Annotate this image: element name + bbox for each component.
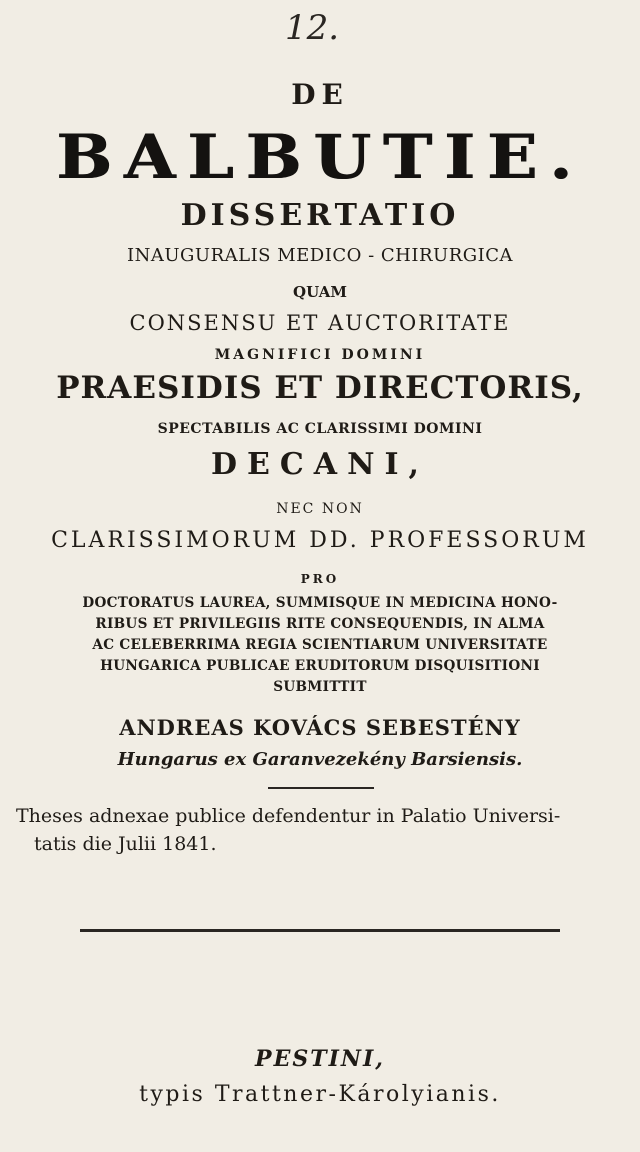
main-title: BALBUTIE.	[55, 121, 584, 193]
theses-line: tatis die Julii 1841.	[34, 833, 217, 855]
theses-notice	[16, 802, 616, 858]
title-preposition: DE	[291, 78, 349, 111]
pro-line: PRO	[300, 572, 340, 586]
dissertatio-heading: DISSERTATIO	[180, 198, 460, 233]
spectabilis-line: SPECTABILIS AC CLARISSIMI DOMINI	[157, 421, 483, 437]
inaugural-line: INAUGURALIS MEDICO - CHIRURGICA	[126, 245, 514, 266]
nec-non-line: NEC NON	[276, 501, 364, 517]
paragraph-line: HUNGARICA PUBLICAE ERUDITORUM DISQUISITIONI	[100, 658, 540, 674]
author-name: ANDREAS KOVÁCS SEBESTÉNY	[119, 715, 521, 740]
short-divider	[268, 787, 374, 789]
handwritten-mark: 12.	[285, 8, 340, 48]
theses-line: Theses adnexae publice defendentur in Palatio Universi-	[16, 805, 561, 827]
doctoratus-paragraph	[18, 593, 622, 698]
paragraph-line: AC CELEBERRIMA REGIA SCIENTIARUM UNIVERSITATE	[92, 637, 548, 653]
long-divider	[80, 929, 560, 932]
author-origin: Hungarus ex Garanvezekény Barsiensis.	[117, 749, 523, 770]
paragraph-line: SUBMITTIT	[273, 679, 367, 695]
imprint-printer: typis Trattner-Károlyianis.	[139, 1082, 501, 1107]
paragraph-line: DOCTORATUS LAUREA, SUMMISQUE IN MEDICINA HONO-	[82, 595, 558, 611]
decani-line: DECANI,	[211, 447, 429, 482]
consensu-line: CONSENSU ET AUCTORITATE	[129, 311, 511, 335]
paragraph-line: RIBUS ET PRIVILEGIIS RITE CONSEQUENDIS, IN ALMA	[95, 616, 545, 632]
quam-line: QUAM	[293, 283, 347, 301]
magnifici-line: MAGNIFICI DOMINI	[214, 347, 426, 363]
imprint-place: PESTINI,	[255, 1046, 385, 1072]
professorum-line: CLARISSIMORUM DD. PROFESSORUM	[51, 528, 589, 553]
praesidis-line: PRAESIDIS ET DIRECTORIS,	[56, 370, 584, 406]
